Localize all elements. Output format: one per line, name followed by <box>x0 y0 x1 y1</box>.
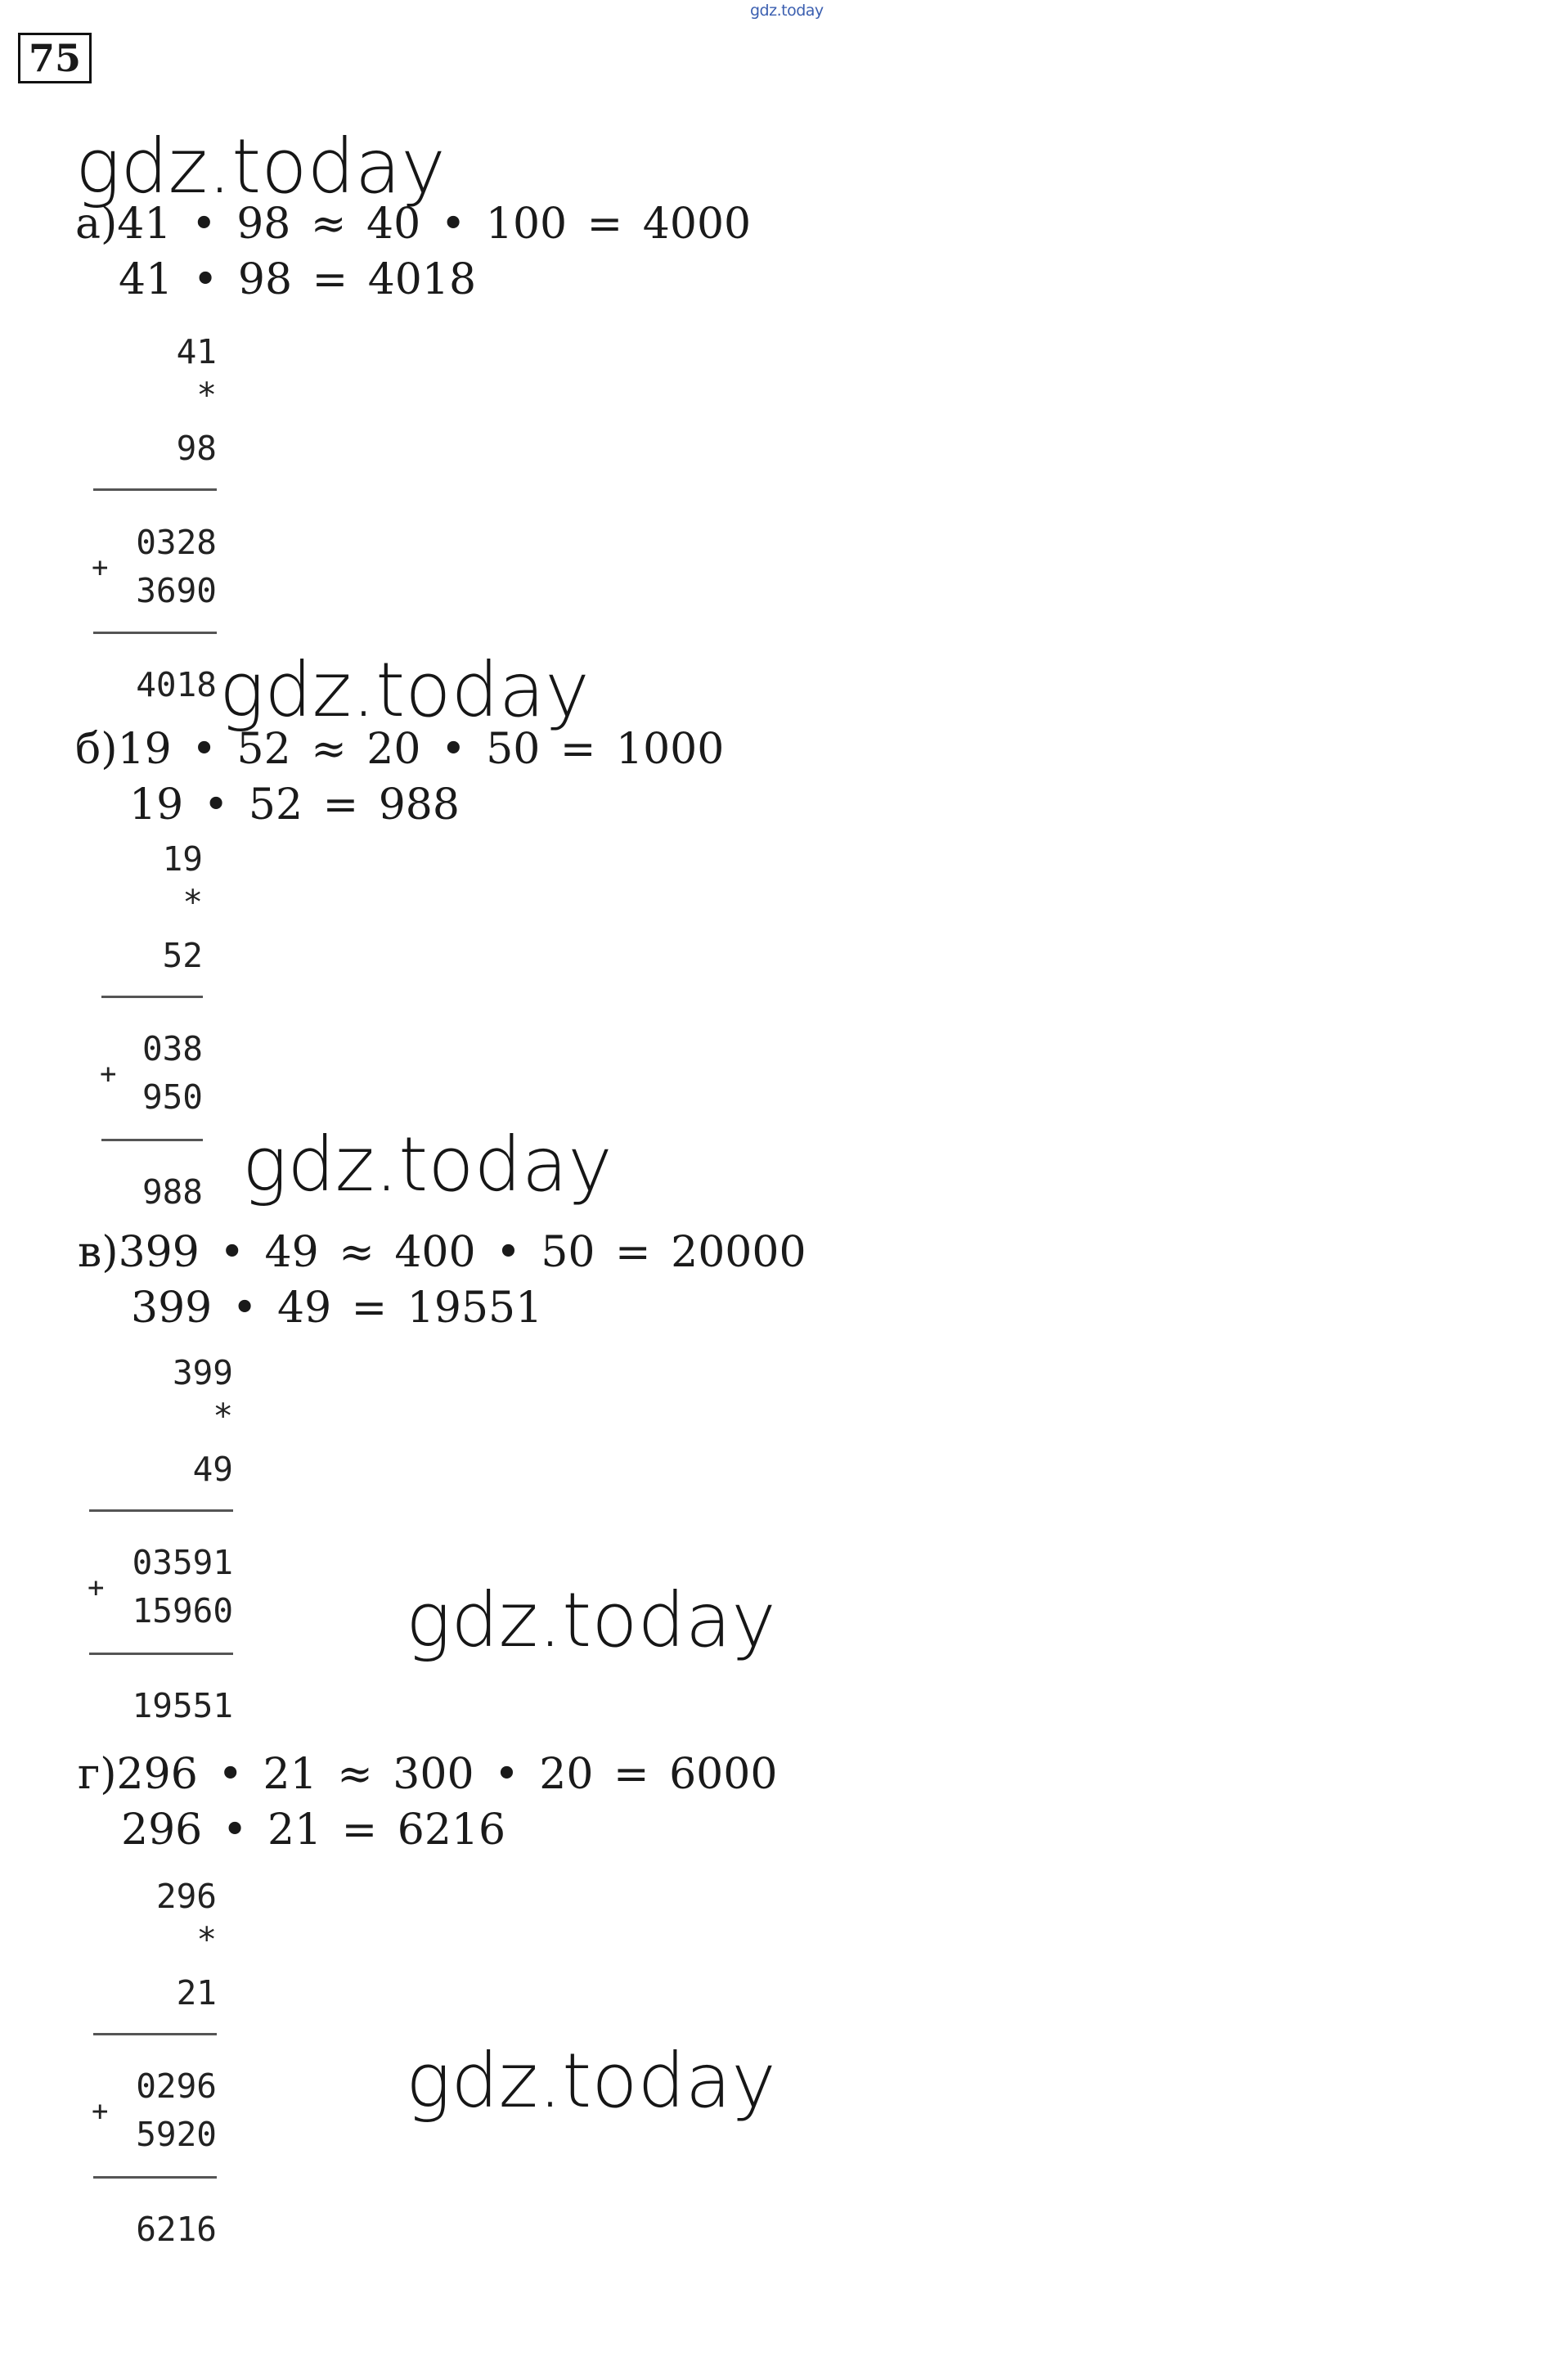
partial-product-2: 5920 <box>136 2115 217 2154</box>
rule <box>101 996 203 998</box>
factor-1: 399 <box>172 1353 233 1392</box>
factor-2: 52 <box>162 936 203 975</box>
estimate-expression: 296 • 21 ≈ 300 • 20 = 6000 <box>116 1750 778 1799</box>
part-label: б) <box>75 725 118 774</box>
partial-product-2: 15960 <box>132 1591 233 1630</box>
plus-sign: + <box>88 1572 105 1604</box>
factor-2: 49 <box>192 1450 233 1489</box>
part-b-exact: 19 • 52 = 988 <box>129 780 460 830</box>
multiply-sign: * <box>182 883 203 922</box>
plus-sign: + <box>92 551 109 584</box>
multiply-sign: * <box>196 376 217 415</box>
plus-sign: + <box>100 1058 117 1091</box>
part-d-exact: 296 • 21 = 6216 <box>121 1806 506 1855</box>
result: 4018 <box>136 665 217 704</box>
factor-2: 21 <box>176 1973 217 2012</box>
part-label: г) <box>78 1750 117 1799</box>
part-label: а) <box>75 200 118 249</box>
multiply-sign: * <box>196 1920 217 1959</box>
watermark: gdz.today <box>219 646 590 734</box>
result: 988 <box>142 1172 203 1212</box>
estimate-expression: 19 • 52 ≈ 20 • 50 = 1000 <box>117 725 725 774</box>
part-d-estimate <box>78 1750 778 1799</box>
rule <box>89 1509 233 1512</box>
partial-product-1: 0296 <box>136 2066 217 2106</box>
multiply-sign: * <box>213 1396 233 1436</box>
watermark: gdz.today <box>406 1576 776 1664</box>
partial-product-2: 950 <box>142 1077 203 1117</box>
plus-sign: + <box>92 2095 109 2128</box>
rule <box>101 1139 203 1141</box>
watermark: gdz.today <box>406 2037 776 2125</box>
factor-1: 41 <box>176 332 217 371</box>
factor-2: 98 <box>176 429 217 468</box>
site-mark: gdz.today <box>750 2 824 20</box>
partial-product-2: 3690 <box>136 571 217 610</box>
task-number-box: 75 <box>18 33 92 83</box>
watermark: gdz.today <box>75 123 446 210</box>
estimate-expression: 41 • 98 ≈ 40 • 100 = 4000 <box>117 200 752 249</box>
part-c-estimate <box>78 1228 806 1277</box>
partial-product-1: 0328 <box>136 523 217 562</box>
part-a-exact: 41 • 98 = 4018 <box>119 255 477 304</box>
rule <box>93 632 217 634</box>
factor-1: 296 <box>155 1877 217 1916</box>
partial-product-1: 038 <box>142 1029 203 1068</box>
rule <box>93 2176 217 2179</box>
rule <box>93 488 217 491</box>
estimate-expression: 399 • 49 ≈ 400 • 50 = 20000 <box>118 1228 806 1277</box>
part-label: в) <box>78 1228 119 1277</box>
rule <box>93 2033 217 2035</box>
factor-1: 19 <box>162 839 203 879</box>
rule <box>89 1653 233 1655</box>
result: 6216 <box>136 2210 217 2249</box>
partial-product-1: 03591 <box>132 1543 233 1582</box>
part-b-estimate <box>75 725 725 774</box>
result: 19551 <box>132 1686 233 1725</box>
part-a-estimate <box>75 200 752 249</box>
watermark: gdz.today <box>242 1121 613 1208</box>
part-c-exact: 399 • 49 = 19551 <box>131 1284 543 1333</box>
